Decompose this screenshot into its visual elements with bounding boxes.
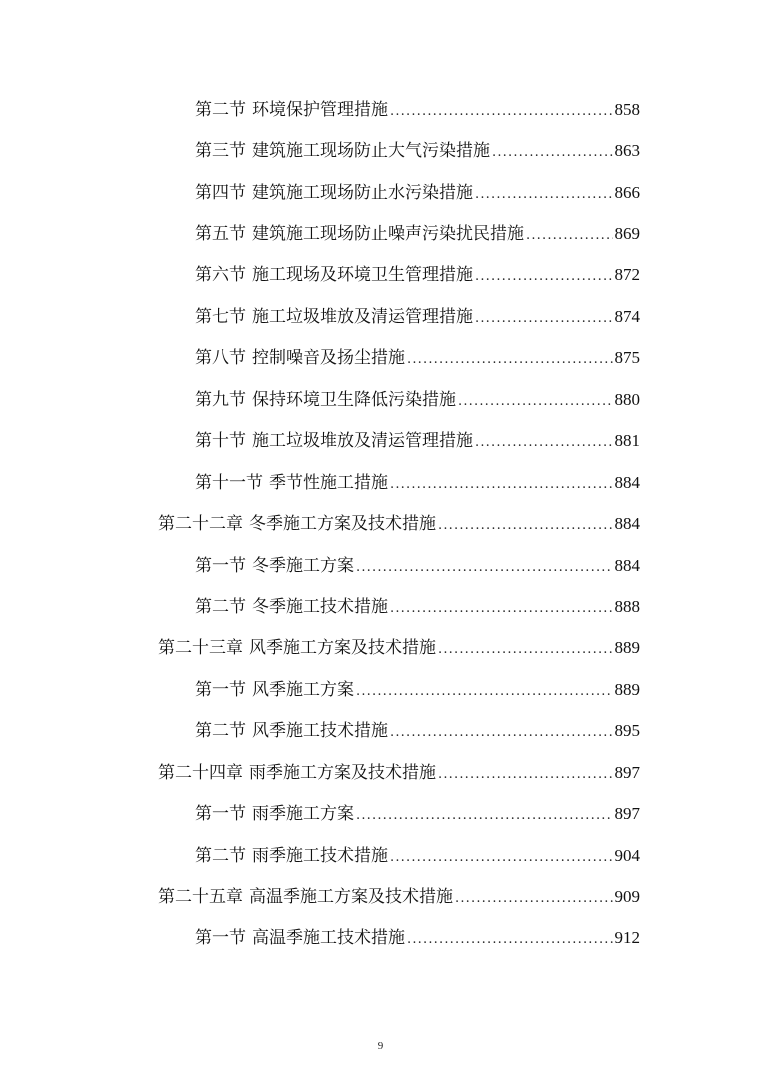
entry-title: 风季施工方案 bbox=[252, 679, 354, 700]
entry-number: 第二十四章 bbox=[158, 762, 243, 783]
entry-page-number: 895 bbox=[614, 721, 640, 741]
entry-title: 风季施工方案及技术措施 bbox=[249, 638, 436, 659]
entry-number: 第二节 bbox=[195, 721, 246, 742]
entry-page-number: 884 bbox=[614, 472, 640, 492]
dot-leader bbox=[475, 306, 613, 328]
dot-leader bbox=[356, 679, 613, 701]
entry-page-number: 884 bbox=[614, 555, 640, 575]
entry-number: 第十节 bbox=[195, 431, 246, 452]
entry-page-number: 863 bbox=[614, 141, 640, 161]
toc-section-entry[interactable] bbox=[0, 338, 761, 379]
dot-leader bbox=[438, 637, 613, 659]
entry-number: 第三节 bbox=[195, 141, 246, 162]
entry-title: 施工现场及环境卫生管理措施 bbox=[252, 265, 473, 286]
toc-chapter-entry[interactable] bbox=[0, 628, 761, 669]
entry-number: 第九节 bbox=[195, 389, 246, 410]
entry-title: 风季施工技术措施 bbox=[252, 721, 388, 742]
page-number: 9 bbox=[377, 1040, 384, 1052]
entry-title: 雨季施工技术措施 bbox=[252, 845, 388, 866]
dot-leader bbox=[390, 99, 613, 121]
entry-page-number: 889 bbox=[614, 679, 640, 699]
toc-section-entry[interactable] bbox=[0, 545, 761, 586]
toc-section-entry[interactable] bbox=[0, 379, 761, 420]
entry-page-number: 875 bbox=[614, 348, 640, 368]
entry-title: 环境保护管理措施 bbox=[252, 99, 388, 120]
dot-leader bbox=[455, 886, 613, 908]
dot-leader bbox=[407, 927, 613, 949]
entry-title: 建筑施工现场防止噪声污染扰民措施 bbox=[252, 224, 524, 245]
entry-number: 第八节 bbox=[195, 348, 246, 369]
dot-leader bbox=[438, 762, 613, 784]
entry-number: 第二节 bbox=[195, 596, 246, 617]
entry-title: 施工垃圾堆放及清运管理措施 bbox=[252, 306, 473, 327]
entry-number: 第一节 bbox=[195, 928, 246, 949]
toc-section-entry[interactable] bbox=[0, 669, 761, 710]
entry-page-number: 881 bbox=[614, 431, 640, 451]
entry-number: 第一节 bbox=[195, 679, 246, 700]
dot-leader bbox=[390, 472, 613, 494]
entry-number: 第七节 bbox=[195, 306, 246, 327]
entry-page-number: 909 bbox=[614, 887, 640, 907]
dot-leader bbox=[475, 182, 613, 204]
entry-number: 第二节 bbox=[195, 845, 246, 866]
toc-chapter-entry[interactable] bbox=[0, 752, 761, 793]
dot-leader bbox=[356, 803, 613, 825]
dot-leader bbox=[458, 389, 613, 411]
toc-section-entry[interactable] bbox=[0, 918, 761, 959]
toc-section-entry[interactable] bbox=[0, 172, 761, 213]
entry-page-number: 872 bbox=[614, 265, 640, 285]
entry-title: 季节性施工措施 bbox=[269, 472, 388, 493]
toc-chapter-entry[interactable] bbox=[0, 876, 761, 917]
dot-leader bbox=[356, 555, 613, 577]
entry-page-number: 866 bbox=[614, 182, 640, 202]
entry-page-number: 888 bbox=[614, 596, 640, 616]
entry-title: 建筑施工现场防止水污染措施 bbox=[252, 182, 473, 203]
toc-section-entry[interactable] bbox=[0, 213, 761, 254]
entry-title: 雨季施工方案及技术措施 bbox=[249, 762, 436, 783]
entry-page-number: 880 bbox=[614, 389, 640, 409]
toc-section-entry[interactable] bbox=[0, 711, 761, 752]
entry-number: 第十一节 bbox=[195, 472, 263, 493]
entry-page-number: 874 bbox=[614, 306, 640, 326]
dot-leader bbox=[492, 140, 613, 162]
entry-title: 施工垃圾堆放及清运管理措施 bbox=[252, 431, 473, 452]
toc-section-entry[interactable] bbox=[0, 296, 761, 337]
entry-page-number: 884 bbox=[614, 514, 640, 534]
entry-page-number: 858 bbox=[614, 99, 640, 119]
dot-leader bbox=[526, 223, 613, 245]
entry-number: 第四节 bbox=[195, 182, 246, 203]
entry-title: 高温季施工技术措施 bbox=[252, 928, 405, 949]
dot-leader bbox=[390, 845, 613, 867]
toc-chapter-entry[interactable] bbox=[0, 503, 761, 544]
entry-page-number: 897 bbox=[614, 804, 640, 824]
toc-section-entry[interactable] bbox=[0, 89, 761, 130]
dot-leader bbox=[438, 513, 613, 535]
toc-section-entry[interactable] bbox=[0, 586, 761, 627]
entry-page-number: 889 bbox=[614, 638, 640, 658]
entry-title: 控制噪音及扬尘措施 bbox=[252, 348, 405, 369]
entry-number: 第一节 bbox=[195, 555, 246, 576]
entry-title: 高温季施工方案及技术措施 bbox=[249, 887, 453, 908]
entry-title: 雨季施工方案 bbox=[252, 804, 354, 825]
entry-number: 第二节 bbox=[195, 99, 246, 120]
entry-title: 冬季施工方案及技术措施 bbox=[249, 514, 436, 535]
entry-title: 保持环境卫生降低污染措施 bbox=[252, 389, 456, 410]
entry-number: 第六节 bbox=[195, 265, 246, 286]
entry-number: 第二十三章 bbox=[158, 638, 243, 659]
entry-number: 第一节 bbox=[195, 804, 246, 825]
entry-page-number: 869 bbox=[614, 224, 640, 244]
dot-leader bbox=[390, 596, 613, 618]
toc-section-entry[interactable] bbox=[0, 835, 761, 876]
entry-title: 冬季施工技术措施 bbox=[252, 596, 388, 617]
entry-page-number: 897 bbox=[614, 762, 640, 782]
entry-page-number: 912 bbox=[614, 928, 640, 948]
entry-title: 建筑施工现场防止大气污染措施 bbox=[252, 141, 490, 162]
toc-section-entry[interactable] bbox=[0, 130, 761, 171]
toc-section-entry[interactable] bbox=[0, 793, 761, 834]
entry-number: 第二十二章 bbox=[158, 514, 243, 535]
toc-section-entry[interactable] bbox=[0, 255, 761, 296]
toc-section-entry[interactable] bbox=[0, 421, 761, 462]
entry-page-number: 904 bbox=[614, 845, 640, 865]
dot-leader bbox=[475, 264, 613, 286]
dot-leader bbox=[390, 720, 613, 742]
entry-number: 第二十五章 bbox=[158, 887, 243, 908]
table-of-contents bbox=[0, 89, 761, 959]
dot-leader bbox=[407, 347, 613, 369]
toc-section-entry[interactable] bbox=[0, 462, 761, 503]
entry-title: 冬季施工方案 bbox=[252, 555, 354, 576]
entry-number: 第五节 bbox=[195, 224, 246, 245]
dot-leader bbox=[475, 430, 613, 452]
